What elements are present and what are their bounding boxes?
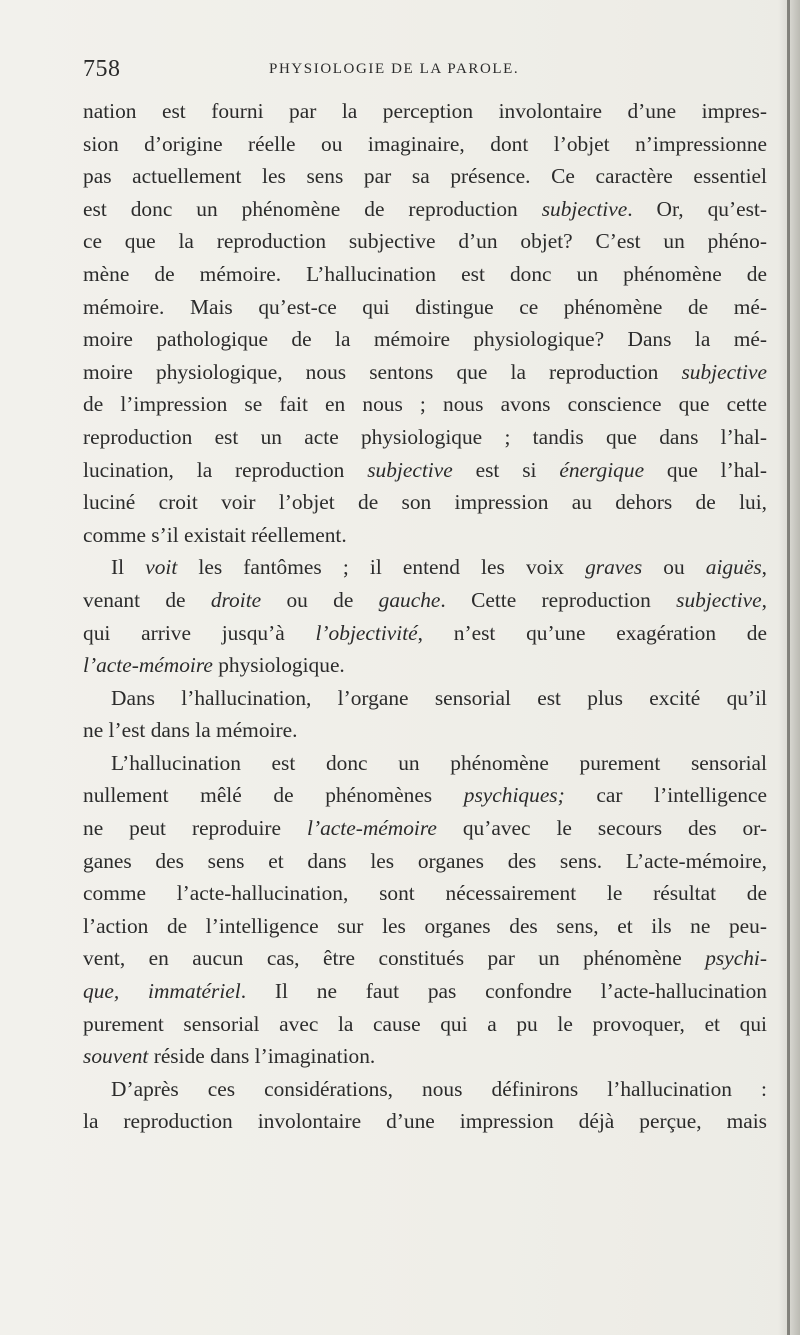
text-line	[83, 323, 767, 356]
text-line	[83, 454, 767, 487]
italic-text: souvent	[83, 1044, 149, 1069]
text-line	[83, 845, 767, 878]
text-line	[83, 1073, 767, 1106]
text-line	[83, 779, 767, 812]
text-line	[83, 877, 767, 910]
text-segment: la reproduction involontaire d’une impression déjà perçue, mais	[83, 1109, 767, 1134]
text-segment: vent, en aucun cas, être constitués par un phénomène	[83, 946, 706, 971]
italic-text: l’acte-mémoire	[83, 653, 213, 678]
text-segment: ou de	[261, 587, 379, 612]
text-line	[83, 942, 767, 975]
text-segment: qui arrive jusqu’à	[83, 620, 316, 645]
italic-text: énergique	[559, 457, 645, 482]
italic-text: psychiques;	[463, 783, 565, 808]
text-segment: qu’avec le secours des or-	[436, 816, 767, 841]
text-segment: reproduction est un acte physiologique ; tandis que dans l’hal-	[83, 424, 767, 449]
text-line	[83, 714, 767, 747]
text-line	[83, 421, 767, 454]
text-line	[83, 910, 767, 943]
text-line	[83, 193, 767, 226]
text-line	[83, 617, 767, 650]
text-line	[83, 1105, 767, 1138]
text-segment: venant de	[83, 587, 211, 612]
italic-text: subjective	[681, 359, 767, 384]
text-line	[83, 356, 767, 389]
page-edge	[787, 0, 790, 1335]
text-segment: sion d’origine réelle ou imaginaire, dont l’objet n’impressionne	[83, 131, 767, 156]
text-segment: moire physiologique, nous sentons que la reproduction	[83, 359, 682, 384]
italic-text: droite	[210, 587, 262, 612]
page-number: 758	[83, 56, 121, 82]
italic-text: aiguës	[705, 555, 762, 580]
text-line	[83, 519, 767, 552]
text-segment: les fantômes ; il entend les voix	[177, 555, 586, 580]
text-segment: est si	[452, 457, 560, 482]
italic-text: gauche	[378, 587, 441, 612]
italic-text: subjective	[676, 587, 762, 612]
italic-text: subjective	[367, 457, 453, 482]
text-line	[83, 649, 767, 682]
text-segment: l’action de l’intelligence sur les organes des sens, et ils ne peu-	[83, 913, 767, 938]
text-segment: car l’intelligence	[564, 783, 767, 808]
text-segment: ou	[642, 555, 706, 580]
text-line	[83, 1008, 767, 1041]
text-segment: . Cette reproduction	[440, 587, 677, 612]
text-segment: ,	[761, 555, 768, 580]
text-line	[83, 128, 767, 161]
text-segment: ne peut reproduire	[83, 816, 307, 841]
text-line	[83, 812, 767, 845]
text-line	[83, 225, 767, 258]
text-line	[83, 258, 767, 291]
text-line	[83, 682, 767, 715]
text-line	[83, 160, 767, 193]
text-segment: moire pathologique de la mémoire physiologique? Dans la mé-	[83, 327, 767, 352]
text-line	[83, 1040, 767, 1073]
text-segment: ce que la reproduction subjective d’un objet? C’est un phéno-	[83, 229, 767, 254]
text-segment: réside dans l’imagination.	[148, 1044, 376, 1069]
italic-text: graves	[585, 555, 643, 580]
text-segment: nullement mêlé de phénomènes	[83, 783, 464, 808]
text-line	[83, 584, 767, 617]
text-segment: de l’impression se fait en nous ; nous avons conscience que cette	[83, 392, 767, 417]
running-title: PHYSIOLOGIE DE LA PAROLE.	[269, 61, 520, 77]
body-text	[83, 95, 767, 1138]
text-segment: L’hallucination est donc un phénomène purement sensorial	[111, 750, 767, 775]
text-segment: physiologique.	[212, 653, 345, 678]
text-segment: pas actuellement les sens par sa présence. Ce caractère essentiel	[83, 164, 767, 189]
text-segment: ne l’est dans la mémoire.	[83, 718, 298, 743]
text-segment: mène de mémoire. L’hallucination est donc un phénomène de	[83, 261, 767, 286]
text-segment: luciné croit voir l’objet de son impression au dehors de lui,	[83, 490, 767, 515]
text-segment: D’après ces considérations, nous définirons l’hallucination :	[111, 1076, 767, 1101]
text-line	[83, 975, 767, 1008]
text-segment: comme l’acte-hallucination, sont nécessairement le résultat de	[83, 881, 767, 906]
text-line	[83, 747, 767, 780]
text-segment: est donc un phénomène de reproduction	[83, 196, 542, 221]
italic-text: psychi-	[705, 946, 767, 971]
italic-text: l’acte-mémoire	[307, 816, 437, 841]
text-segment: Dans l’hallucination, l’organe sensorial est plus excité qu’il	[111, 685, 767, 710]
text-segment: . Or, qu’est-	[627, 196, 767, 221]
text-line	[83, 551, 767, 584]
text-line	[83, 486, 767, 519]
text-segment: , n’est qu’une exagération de	[417, 620, 767, 645]
text-segment: ,	[761, 587, 768, 612]
text-segment: Il	[111, 555, 146, 580]
page-header	[83, 56, 763, 86]
text-segment: purement sensorial avec la cause qui a pu le provoquer, et qui	[83, 1011, 767, 1036]
text-line	[83, 291, 767, 324]
italic-text: l’objectivité	[315, 620, 418, 645]
text-segment: comme s’il existait réellement.	[83, 522, 347, 547]
text-segment: ganes des sens et dans les organes des sens. L’acte-mémoire,	[83, 848, 767, 873]
italic-text: voit	[145, 555, 178, 580]
text-segment: nation est fourni par la perception involontaire d’une impres-	[83, 99, 767, 123]
text-segment: que l’hal-	[644, 457, 767, 482]
italic-text: subjective	[541, 196, 628, 221]
text-segment: . Il ne faut pas confondre l’acte-hallucination	[240, 979, 767, 1004]
text-line	[83, 388, 767, 421]
italic-text: que, immatériel	[83, 979, 241, 1004]
text-line	[83, 95, 767, 128]
text-segment: mémoire. Mais qu’est-ce qui distingue ce phénomène de mé-	[83, 294, 767, 319]
text-segment: lucination, la reproduction	[83, 457, 368, 482]
